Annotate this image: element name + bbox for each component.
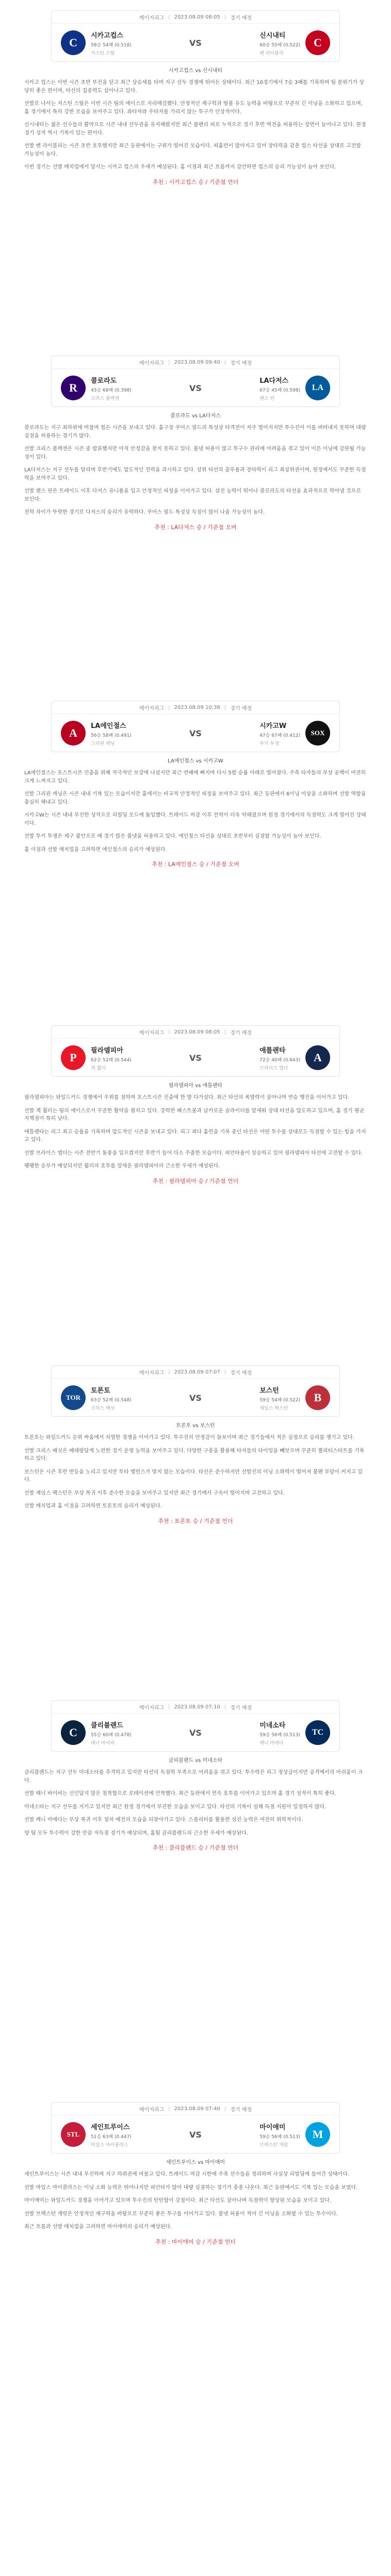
match-subtitle: 콜로라도 vs LA다저스 xyxy=(170,413,221,419)
away-team-record: 67승 45패 (0.598) xyxy=(259,387,300,393)
match-preview xyxy=(0,355,391,696)
analysis-paragraph: 애틀랜타는 리그 최고 승률을 기록하며 압도적인 시즌을 보내고 있다. 리그 최다 홈런을 기록 중인 타선은 어떤 투수를 상대로도 득점할 수 있는 힘을 가지고 있다. xyxy=(24,1129,366,1143)
analysis-paragraph: 홈 이점과 선발 매치업을 고려하면 에인절스의 승리가 예상된다. xyxy=(24,846,167,853)
away-team-pitcher: 벤 라이블리 xyxy=(259,50,284,56)
home-team-logo: P xyxy=(61,1045,86,1070)
away-team-pitcher: 브라이스 엘더 xyxy=(259,1065,288,1071)
away-team-logo: M xyxy=(305,2122,330,2147)
away-team-name: 신시내티 xyxy=(259,31,286,40)
match-header: 메이저리그 | 2023.08.09 09:40 | 경기 예정 xyxy=(52,356,339,369)
analysis-paragraph: 세인트루이스는 시즌 내내 부진하며 지구 하위권에 머물고 있다. 트레이드 마감 시한에 주축 선수들을 정리하며 사실상 리빌딩에 들어간 상태이다. xyxy=(24,2172,350,2177)
home-team-pitcher: 마일스 마이콜라스 xyxy=(91,2142,128,2148)
away-team-name: 애틀랜타 xyxy=(259,1046,286,1055)
away-team-logo: C xyxy=(305,30,330,55)
home-team xyxy=(61,720,174,747)
match-header: 메이저리그 | 2023.08.09 08:05 | 경기 예정 xyxy=(52,1026,339,1039)
home-team xyxy=(61,1045,174,1071)
match-datetime: 2023.08.09 07:10 xyxy=(174,1704,220,1710)
home-team-name: 세인트루이스 xyxy=(91,2123,130,2131)
analysis-paragraph: 보스턴은 시즌 후반 반등을 노리고 있지만 투타 밸런스가 맞지 않는 모습이다. 타선은 준수하지만 선발진의 이닝 소화력이 떨어져 불펜 부담이 커지고 있다. xyxy=(24,1469,363,1483)
away-team-logo: TC xyxy=(305,1720,330,1745)
home-team-logo: TOR xyxy=(61,1385,86,1410)
match-status: 경기 예정 xyxy=(230,2107,252,2113)
match-subtitle: 토론토 vs 보스턴 xyxy=(176,1423,215,1429)
home-team-name: 필라델피아 xyxy=(91,1046,123,1055)
vs-label: VS xyxy=(189,728,202,738)
match-subtitle: 세인트루이스 vs 마이애미 xyxy=(166,2160,225,2165)
league-label: 메이저리그 xyxy=(139,1030,165,1036)
analysis-paragraph: 최근 흐름과 선발 매치업을 고려하면 마이애미의 승리가 예상된다. xyxy=(24,2224,172,2230)
analysis-paragraph: 이번 경기는 선발 매치업에서 앞서는 시카고 컵스의 우세가 예상된다. 홈 이점과 최근 흐름까지 감안하면 컵스의 승리 가능성이 높아 보인다. xyxy=(24,164,336,170)
analysis-paragraph: 전력 차이가 뚜렷한 경기로 다저스의 승리가 유력하다. 쿠어스 필드 특성상 득점이 많이 나올 가능성이 높다. xyxy=(24,510,265,515)
analysis-paragraph: 선발 태너 바이비는 신인답지 않은 침착함으로 로테이션에 안착했다. 최근 등판에서 연속 호투를 이어가고 있으며 홈 경기 성적이 특히 좋다. xyxy=(24,1791,336,1797)
analysis-paragraph: 신시내티는 젊은 선수들의 활약으로 시즌 내내 선두권을 유지해왔지만 최근 불펜의 피로 누적으로 경기 후반 역전을 허용하는 장면이 늘어나고 있다. 원정 경기 성적 역시 기복이 있는 편이다. xyxy=(24,122,366,136)
analysis-paragraph: 미네소타는 지구 선두를 지키고 있지만 최근 원정 경기에서 부진한 모습을 보이고 있다. 타선의 기복이 심해 득점 지원이 일정하지 않다. xyxy=(24,1804,327,1810)
away-team-logo: A xyxy=(305,1045,330,1070)
away-team-pitcher: 랜스 린 xyxy=(259,396,275,401)
match-subtitle: LA에인절스 vs 시카고W xyxy=(168,758,223,764)
match-card xyxy=(51,1365,340,1417)
away-team xyxy=(217,375,330,401)
home-team xyxy=(61,30,174,56)
league-label: 메이저리그 xyxy=(139,15,165,21)
home-team xyxy=(61,375,174,401)
match-preview xyxy=(0,1700,391,2097)
away-team xyxy=(217,720,330,747)
home-team xyxy=(61,1385,174,1411)
analysis-paragraph: LA에인절스는 포스트시즌 진출을 위해 적극적인 보강에 나섰지만 최근 연패에 빠지며 다시 5할 승률 아래로 떨어졌다. 주축 타자들의 부상 공백이 여전히 크게 느껴지고 있다. xyxy=(24,770,366,784)
match-card xyxy=(51,10,340,62)
match-datetime: 2023.08.09 08:05 xyxy=(174,14,220,20)
match-preview xyxy=(0,1365,391,1695)
away-team xyxy=(217,2122,330,2148)
home-team-pitcher: 그리핀 캐닝 xyxy=(91,741,115,747)
vs-label: VS xyxy=(189,1393,202,1403)
match-preview xyxy=(0,701,391,1020)
league-label: 메이저리그 xyxy=(139,705,165,711)
analysis-paragraph: 시카고 컵스는 이번 시즌 초반 부진을 딛고 최근 상승세를 타며 지구 선두 경쟁에 뛰어든 상태이다. 최근 10경기에서 7승 3패를 기록하며 팀 분위기가 상당히 좋은 편이며, 타선의 집중력도 살아나고 있다. xyxy=(24,80,364,94)
away-team-name: LA다저스 xyxy=(259,377,289,385)
match-status: 경기 예정 xyxy=(230,1370,252,1376)
away-team xyxy=(217,1720,330,1746)
analysis-paragraph: 클리블랜드는 지구 선두 미네소타를 추격하고 있지만 타선의 득점력 부족으로 어려움을 겪고 있다. 투수력은 리그 정상급이지만 공격에서의 아쉬움이 크다. xyxy=(24,1770,363,1784)
analysis-paragraph: 선발 브랙스턴 개럿은 안정적인 제구력을 바탕으로 꾸준히 좋은 투구를 이어가고 있다. 볼넷 허용이 적어 긴 이닝을 소화할 수 있는 투수이다. xyxy=(24,2211,338,2217)
home-team-name: 클리블랜드 xyxy=(91,1721,123,1730)
analysis-paragraph: 선발 랜스 린은 트레이드 이후 다저스 유니폼을 입고 안정적인 피칭을 이어가고 있다. 삼진 능력이 뛰어나 콜로라도의 타선을 효과적으로 막아낼 것으로 보인다. xyxy=(24,488,361,502)
match-preview xyxy=(0,1025,391,1360)
analysis-paragraph: LA다저스는 지구 선두를 달리며 후반기에도 압도적인 전력을 과시하고 있다. 상위 타선의 출루율과 장타력이 리그 최상위권이며, 원정에서도 꾸준한 득점력을 보여주고 있다. xyxy=(24,467,366,481)
match-status: 경기 예정 xyxy=(230,360,252,366)
match-datetime: 2023.08.09 09:40 xyxy=(174,359,220,365)
away-team-record: 47승 67패 (0.412) xyxy=(259,733,300,738)
match-card xyxy=(51,1025,340,1077)
match-datetime: 2023.08.09 08:05 xyxy=(174,1029,220,1035)
home-team-pitcher: 저스틴 스틸 xyxy=(91,50,115,56)
home-team-record: 62승 52패 (0.544) xyxy=(91,1057,132,1063)
away-team-record: 59승 56패 (0.513) xyxy=(259,1732,300,1738)
vs-label: VS xyxy=(189,1727,202,1738)
home-team-record: 51승 63패 (0.447) xyxy=(91,2134,132,2140)
analysis-paragraph: 선발 벤 라이블리는 시즌 초반 호투했지만 최근 등판에서는 구위가 떨어진 모습이다. 피홈런이 많아지고 있어 장타력을 갖춘 컵스 타선을 상대로 고전할 가능성이 높다. xyxy=(24,143,361,157)
home-team-name: LA에인절스 xyxy=(91,722,126,730)
away-team-logo: B xyxy=(305,1385,330,1410)
analysis-paragraph: 선발 그리핀 캐닝은 시즌 내내 기복 있는 모습이지만 홈에서는 비교적 안정적인 피칭을 보여주고 있다. 최근 등판에서 6이닝 이상을 소화하며 선발 역할을 충실히 해내고 있다. xyxy=(24,791,366,805)
match-status: 경기 예정 xyxy=(230,15,252,21)
analysis-paragraph: 마이애미는 와일드카드 경쟁을 이어가고 있으며 투수진의 탄탄함이 강점이다. 최근 타선도 살아나며 득점력이 향상된 모습을 보이고 있다. xyxy=(24,2198,331,2204)
pick-recommendation: 추천 : 필라델피아 승 / 기준점 언더 xyxy=(152,1177,239,1184)
pick-recommendation: 추천 : LA다저스 승 / 기준점 오버 xyxy=(154,523,237,531)
match-card xyxy=(51,355,340,407)
match-subtitle: 필라델피아 vs 애틀랜타 xyxy=(168,1083,223,1089)
away-team-pitcher: 브랙스턴 개럿 xyxy=(259,2142,288,2148)
vs-label: VS xyxy=(189,2129,202,2140)
analysis-paragraph: 선발 잭 휠러는 팀의 에이스로서 꾸준한 활약을 펼치고 있다. 강력한 패스트볼과 날카로운 슬라이더를 앞세워 상대 타선을 압도하고 있으며, 홈 경기 평균자책점이 특히 낮다. xyxy=(24,1108,365,1122)
away-team-name: 미네소타 xyxy=(259,1721,286,1730)
home-team-pitcher: 잭 휠러 xyxy=(91,1065,106,1071)
match-header: 메이저리그 | 2023.08.09 10:38 | 경기 예정 xyxy=(52,701,339,714)
away-team-record: 60승 55패 (0.522) xyxy=(259,42,300,48)
match-header: 메이저리그 | 2023.08.09 08:05 | 경기 예정 xyxy=(52,11,339,24)
analysis-paragraph: 양 팀 모두 투수력이 강한 만큼 저득점 경기가 예상되며, 홈팀 클리블랜드의 근소한 우세가 예상된다. xyxy=(24,1830,249,1836)
pick-recommendation: 추천 : 클리블랜드 승 / 기준점 언더 xyxy=(152,1844,239,1851)
analysis-paragraph: 팽팽한 승부가 예상되지만 휠러의 호투를 앞세운 필라델피아의 근소한 우세가 예상된다. xyxy=(24,1163,220,1169)
home-team-record: 58승 54패 (0.518) xyxy=(91,42,132,48)
match-header: 메이저리그 | 2023.08.09 07:07 | 경기 예정 xyxy=(52,1366,339,1379)
home-team-logo: STL xyxy=(61,2122,86,2147)
analysis-paragraph: 선발 투키 투생은 제구 불안으로 매 경기 많은 볼넷을 허용하고 있다. 에인절스 타선을 상대로 초반부터 실점할 가능성이 높아 보인다. xyxy=(24,834,321,839)
away-team-pitcher: 투키 투생 xyxy=(259,741,279,747)
vs-label: VS xyxy=(189,383,202,393)
league-label: 메이저리그 xyxy=(139,1705,165,1711)
league-label: 메이저리그 xyxy=(139,2107,165,2113)
away-team-pitcher: 제임스 팩스턴 xyxy=(259,1405,288,1411)
match-datetime: 2023.08.09 10:38 xyxy=(174,704,220,710)
away-team xyxy=(217,30,330,56)
home-team-name: 콜로라도 xyxy=(91,377,117,385)
match-preview xyxy=(0,0,391,350)
match-datetime: 2023.08.09 07:07 xyxy=(174,1369,220,1375)
match-subtitle: 클리블랜드 vs 미네소타 xyxy=(168,1758,223,1764)
home-team xyxy=(61,1720,174,1746)
home-team-logo: R xyxy=(61,376,86,400)
home-team-logo: A xyxy=(61,721,86,745)
match-card xyxy=(51,701,340,752)
analysis-paragraph: 선발 매치업과 홈 이점을 고려하면 토론토의 승리가 예상된다. xyxy=(24,1503,162,1509)
match-status: 경기 예정 xyxy=(230,1705,252,1711)
home-team-pitcher: 크리스 배싯 xyxy=(91,1405,115,1411)
away-team-name: 보스턴 xyxy=(259,1386,279,1395)
away-team-logo: SOX xyxy=(305,721,330,745)
analysis-paragraph: 선발 크리스 배싯은 베테랑답게 노련한 경기 운영 능력을 보여주고 있다. 다양한 구종을 활용해 타자들의 타이밍을 빼앗으며 꾸준히 퀄리티스타트를 기록하고 있다. xyxy=(24,1448,365,1462)
home-team-name: 토론토 xyxy=(91,1386,110,1395)
away-team-logo: LA xyxy=(305,376,330,400)
league-label: 메이저리그 xyxy=(139,1370,165,1376)
away-team-record: 59승 56패 (0.513) xyxy=(259,2134,300,2140)
match-status: 경기 예정 xyxy=(230,705,252,711)
match-header: 메이저리그 | 2023.08.09 07:40 | 경기 예정 xyxy=(52,2103,339,2115)
match-card xyxy=(51,2102,340,2154)
home-team-logo: C xyxy=(61,30,86,55)
away-team xyxy=(217,1045,330,1071)
away-team-pitcher: 케니 마에다 xyxy=(259,1740,284,1746)
home-team-pitcher: 태너 바이비 xyxy=(91,1740,115,1746)
away-team xyxy=(217,1385,330,1411)
pick-recommendation: 추천 : 시카고컵스 승 / 기준점 언더 xyxy=(152,178,239,185)
league-label: 메이저리그 xyxy=(139,360,165,366)
away-team-record: 72승 40패 (0.643) xyxy=(259,1057,300,1063)
pick-recommendation: 추천 : 마이애미 승 / 기준점 언더 xyxy=(155,2238,236,2245)
analysis-paragraph: 선발 브라이스 엘더는 시즌 전반기 돌풍을 일으켰지만 후반기 들어 다소 주춤한 모습이다. 피안타율이 상승하고 있어 필라델피아 타선에 고전할 수 있다. xyxy=(24,1150,363,1156)
home-team-record: 45승 68패 (0.398) xyxy=(91,387,132,393)
match-header: 메이저리그 | 2023.08.09 07:10 | 경기 예정 xyxy=(52,1701,339,1714)
home-team xyxy=(61,2122,174,2148)
match-card xyxy=(51,1700,340,1752)
match-preview xyxy=(0,2102,391,2442)
match-status: 경기 예정 xyxy=(230,1030,252,1036)
match-datetime: 2023.08.09 07:40 xyxy=(174,2106,220,2112)
home-team-pitcher: 크리스 플렉센 xyxy=(91,396,120,401)
analysis-paragraph: 선발 제임스 팩스턴은 부상 복귀 이후 준수한 모습을 보여주고 있지만 최근 경기에서 구속이 떨어지며 고전하고 있다. xyxy=(24,1490,285,1496)
pick-recommendation: 추천 : LA에인절스 승 / 기준점 오버 xyxy=(152,861,239,868)
analysis-paragraph: 선발 크리스 플렉센은 시즌 중 합류했지만 아직 안정감을 찾지 못하고 있다. 볼넷 허용이 많고 투구수 관리에 어려움을 겪고 있어 이른 이닝에 강판될 가능성이 있다. xyxy=(24,446,366,460)
pick-recommendation: 추천 : 토론토 승 / 기준점 언더 xyxy=(158,1517,233,1524)
home-team-name: 시카고컵스 xyxy=(91,31,123,40)
home-team-logo: C xyxy=(61,1720,86,1745)
home-team-record: 55승 60패 (0.478) xyxy=(91,1732,132,1738)
analysis-paragraph: 시카고W는 시즌 내내 부진한 성적으로 리빌딩 모드에 돌입했다. 트레이드 마감 이후 전력이 더욱 약해졌으며 원정 경기에서의 득점력도 크게 떨어진 상태이다. xyxy=(24,812,366,826)
analysis-paragraph: 선발로 나서는 저스틴 스틸은 이번 시즌 팀의 에이스로 자리매김했다. 안정적인 제구력과 땅볼 유도 능력을 바탕으로 꾸준히 긴 이닝을 소화하고 있으며, 홈 경기에서 특히 강한 모습을 보여주고 있다. 좌타자와 우타자를 가리지 않는 투구가 인상적이다. xyxy=(24,101,363,115)
analysis-paragraph: 선발 케니 마에다는 부상 복귀 이후 점차 예전의 모습을 되찾아가고 있다. 스플리터를 활용한 삼진 능력은 여전히 위력적이다. xyxy=(24,1817,303,1823)
analysis-paragraph: 콜로라도는 지구 최하위에 머물며 힘든 시즌을 보내고 있다. 홈구장 쿠어스 필드의 특성상 타격전이 자주 벌어지지만 투수진이 이를 버텨내지 못하며 대량 실점을 허용하는 경기가 많다. xyxy=(24,425,366,439)
away-team-name: 시카고W xyxy=(259,722,287,730)
vs-label: VS xyxy=(189,1053,202,1063)
vs-label: VS xyxy=(189,38,202,48)
analysis-paragraph: 토론토는 와일드카드 순위 싸움에서 치열한 경쟁을 이어가고 있다. 투수진의 안정감이 돋보이며 최근 경기들에서 적은 실점으로 승리를 챙기고 있다. xyxy=(24,1435,354,1440)
analysis-paragraph: 필라델피아는 와일드카드 경쟁에서 우위를 점하며 포스트시즌 진출에 한 발 다가섰다. 최근 타선의 폭발력이 살아나며 연승 행진을 이어가고 있다. xyxy=(24,1095,350,1100)
away-team-name: 마이애미 xyxy=(259,2123,286,2131)
home-team-record: 63승 52패 (0.548) xyxy=(91,1397,132,1403)
away-team-record: 59승 54패 (0.522) xyxy=(259,1397,300,1403)
home-team-record: 56승 58패 (0.491) xyxy=(91,733,132,738)
match-subtitle: 시카고컵스 vs 신시내티 xyxy=(168,68,223,74)
analysis-paragraph: 선발 마일스 마이콜라스는 이닝 소화 능력은 뛰어나지만 피안타가 많아 대량 실점하는 경기가 종종 나온다. 최근 등판에서도 기복 있는 모습을 보였다. xyxy=(24,2184,358,2191)
